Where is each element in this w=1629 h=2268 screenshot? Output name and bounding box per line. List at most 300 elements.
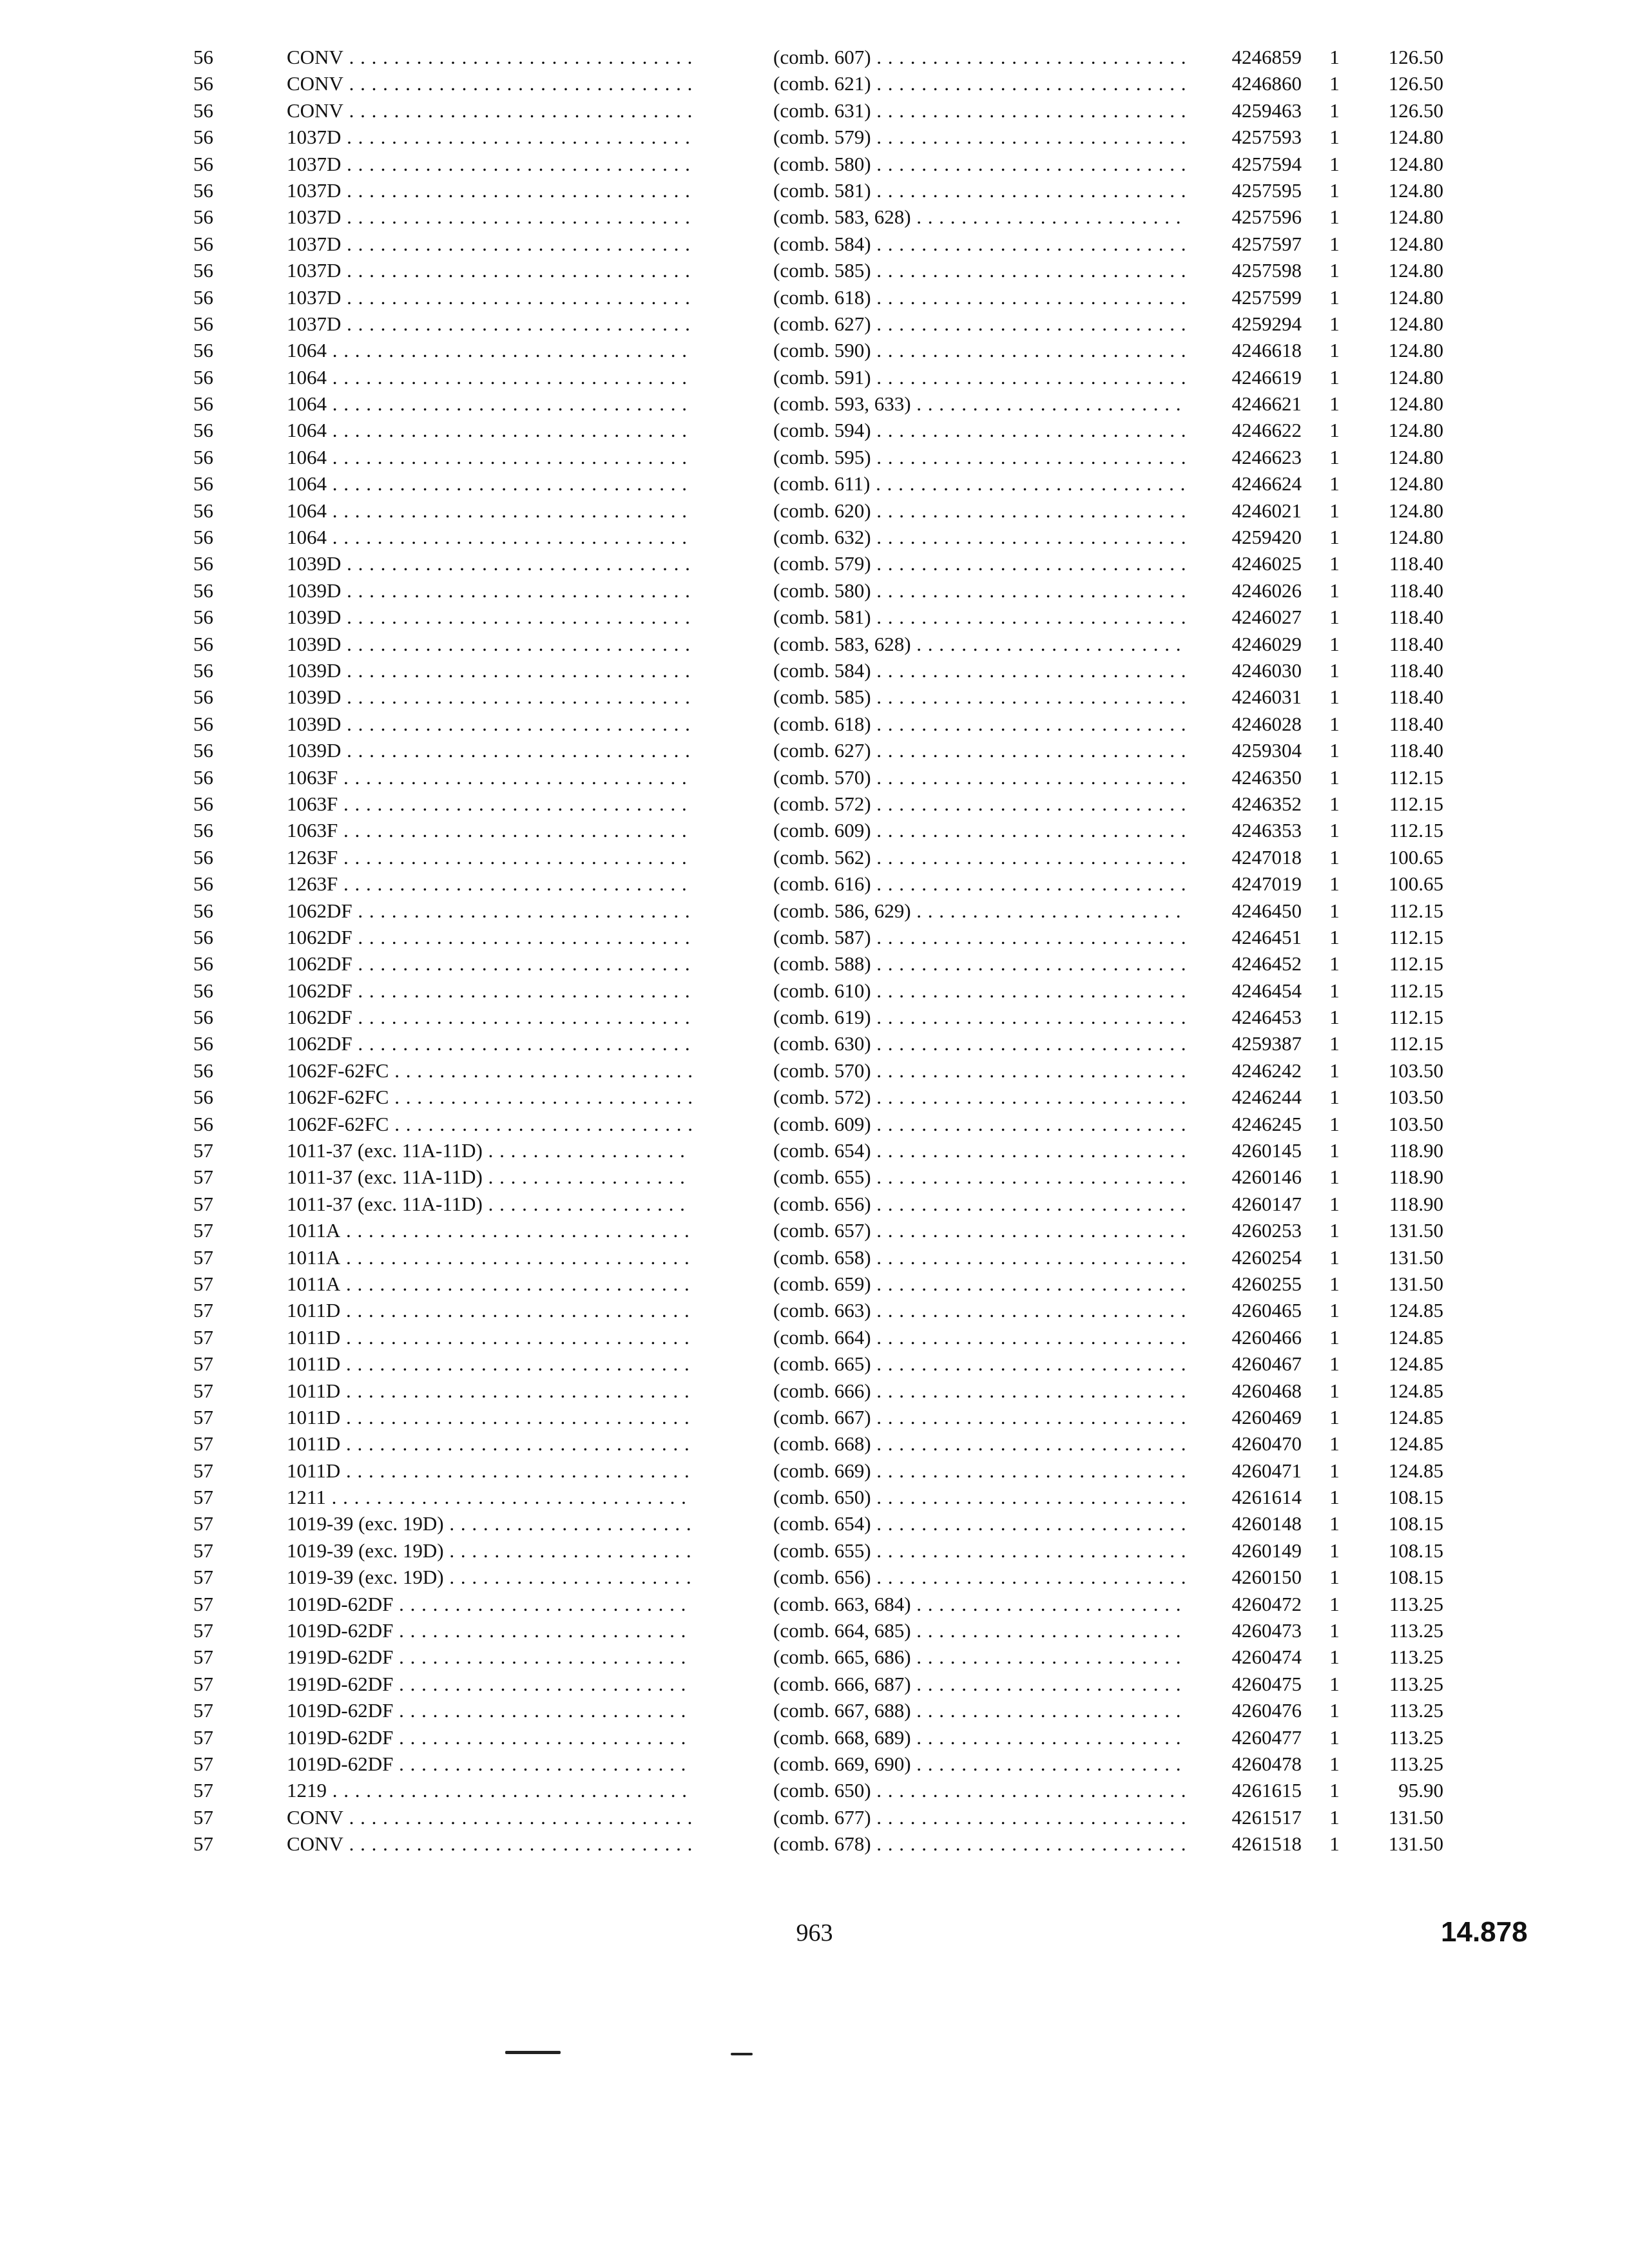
scan-mark [731, 2053, 753, 2055]
body-number: 56 [193, 899, 213, 922]
part-number: 4260146 [1231, 1166, 1302, 1189]
part-number: 4260148 [1231, 1512, 1302, 1535]
table-row [0, 70, 1629, 97]
quantity: 1 [1329, 1219, 1340, 1242]
price: 124.80 [1388, 312, 1443, 335]
combination-ref: (comb. 664, 685) . . . [773, 1617, 1186, 1644]
part-number: 4260253 [1231, 1219, 1302, 1242]
combination-ref: (comb. 618) . . . [773, 711, 1186, 737]
model-name: 1064 . . . [287, 444, 691, 470]
price: 108.15 [1388, 1512, 1443, 1535]
combination-ref: (comb. 657) . . . [773, 1217, 1186, 1244]
part-number: 4257599 [1231, 285, 1302, 309]
combination-ref: (comb. 631) . . . [773, 97, 1186, 124]
quantity: 1 [1329, 1272, 1340, 1295]
price: 124.80 [1388, 472, 1443, 495]
table-row [0, 497, 1629, 524]
quantity: 1 [1329, 499, 1340, 522]
model-name: 1039D . . . [287, 737, 691, 764]
quantity: 1 [1329, 72, 1340, 95]
body-number: 57 [193, 1325, 213, 1349]
combination-ref: (comb. 585) . . . [773, 684, 1186, 710]
quantity: 1 [1329, 259, 1340, 282]
table-row [0, 124, 1629, 150]
body-number: 57 [193, 1779, 213, 1802]
quantity: 1 [1329, 606, 1340, 629]
combination-ref: (comb. 607) . . . [773, 44, 1186, 70]
model-name: 1063F . . . [287, 791, 691, 817]
part-number: 4259294 [1231, 312, 1302, 335]
price: 131.50 [1388, 1272, 1443, 1295]
combination-ref: (comb. 583, 628) . . . [773, 631, 1186, 657]
price: 112.15 [1389, 819, 1443, 842]
body-number: 57 [193, 1805, 213, 1829]
part-number: 4246244 [1231, 1086, 1302, 1109]
price: 108.15 [1388, 1539, 1443, 1562]
price: 124.85 [1388, 1352, 1443, 1376]
quantity: 1 [1329, 765, 1340, 789]
part-number: 4246245 [1231, 1112, 1302, 1135]
combination-ref: (comb. 664) . . . [773, 1324, 1186, 1350]
combination-ref: (comb. 588) . . . [773, 950, 1186, 977]
part-number: 4260465 [1231, 1299, 1302, 1322]
quantity: 1 [1329, 206, 1340, 229]
table-row [0, 577, 1629, 604]
quantity: 1 [1329, 819, 1340, 842]
part-number: 4260469 [1231, 1405, 1302, 1428]
table-row [0, 1777, 1629, 1803]
body-number: 56 [193, 206, 213, 229]
quantity: 1 [1329, 472, 1340, 495]
combination-ref: (comb. 678) . . . [773, 1831, 1186, 1857]
model-name: 1037D . . . [287, 231, 691, 257]
body-number: 56 [193, 606, 213, 629]
combination-ref: (comb. 570) . . . [773, 1057, 1186, 1084]
part-number: 4261615 [1231, 1779, 1302, 1802]
model-name: 1011D . . . [287, 1297, 691, 1323]
model-name: 1011A . . . [287, 1271, 691, 1297]
body-number: 56 [193, 1006, 213, 1029]
part-number: 4260255 [1231, 1272, 1302, 1295]
table-row [0, 1510, 1629, 1537]
table-row [0, 1378, 1629, 1404]
combination-ref: (comb. 583, 628) . . . [773, 204, 1186, 230]
price: 118.40 [1389, 658, 1443, 682]
price: 118.40 [1389, 686, 1443, 709]
quantity: 1 [1329, 872, 1340, 896]
table-row [0, 817, 1629, 843]
body-number: 57 [193, 1379, 213, 1402]
quantity: 1 [1329, 1805, 1340, 1829]
quantity: 1 [1329, 178, 1340, 202]
price: 124.85 [1388, 1432, 1443, 1456]
price: 118.90 [1389, 1192, 1443, 1215]
table-row [0, 177, 1629, 204]
table-row [0, 1564, 1629, 1590]
quantity: 1 [1329, 285, 1340, 309]
part-number: 4257598 [1231, 259, 1302, 282]
table-row [0, 524, 1629, 550]
combination-ref: (comb. 572) . . . [773, 1084, 1186, 1110]
table-row [0, 1030, 1629, 1057]
combination-ref: (comb. 669, 690) . . . [773, 1751, 1186, 1777]
combination-ref: (comb. 654) . . . [773, 1137, 1186, 1164]
combination-ref: (comb. 668, 689) . . . [773, 1724, 1186, 1751]
combination-ref: (comb. 585) . . . [773, 257, 1186, 284]
model-name: 1037D . . . [287, 257, 691, 284]
quantity: 1 [1329, 1512, 1340, 1535]
price: 124.80 [1388, 445, 1443, 468]
body-number: 56 [193, 1086, 213, 1109]
body-number: 56 [193, 712, 213, 735]
table-row [0, 364, 1629, 390]
quantity: 1 [1329, 1646, 1340, 1669]
price: 131.50 [1388, 1805, 1443, 1829]
model-name: 1039D . . . [287, 657, 691, 684]
quantity: 1 [1329, 1006, 1340, 1029]
model-name: 1039D . . . [287, 577, 691, 604]
price: 112.15 [1389, 952, 1443, 975]
price: 113.25 [1389, 1725, 1443, 1749]
quantity: 1 [1329, 1325, 1340, 1349]
combination-ref: (comb. 656) . . . [773, 1191, 1186, 1217]
body-number: 57 [193, 1219, 213, 1242]
price: 100.65 [1388, 845, 1443, 869]
body-number: 56 [193, 126, 213, 149]
quantity: 1 [1329, 979, 1340, 1002]
quantity: 1 [1329, 1139, 1340, 1162]
price: 124.80 [1388, 126, 1443, 149]
table-row [0, 1350, 1629, 1377]
model-name: 1919D-62DF . . . [287, 1644, 691, 1670]
part-number: 4260145 [1231, 1139, 1302, 1162]
price: 113.25 [1389, 1646, 1443, 1669]
model-name: 1039D . . . [287, 550, 691, 577]
body-number: 57 [193, 1459, 213, 1482]
model-name: 1064 . . . [287, 524, 691, 550]
combination-ref: (comb. 667, 688) . . . [773, 1697, 1186, 1724]
table-row [0, 1164, 1629, 1190]
combination-ref: (comb. 655) . . . [773, 1537, 1186, 1564]
quantity: 1 [1329, 1299, 1340, 1322]
table-row [0, 1591, 1629, 1617]
part-number: 4247018 [1231, 845, 1302, 869]
price: 124.80 [1388, 365, 1443, 389]
model-name: CONV . . . [287, 1831, 691, 1857]
quantity: 1 [1329, 312, 1340, 335]
model-name: 1037D . . . [287, 311, 691, 337]
model-name: 1011D . . . [287, 1350, 691, 1377]
price: 118.40 [1389, 632, 1443, 655]
table-row [0, 1324, 1629, 1350]
combination-ref: (comb. 580) . . . [773, 151, 1186, 177]
quantity: 1 [1329, 1486, 1340, 1509]
combination-ref: (comb. 666) . . . [773, 1378, 1186, 1404]
combination-ref: (comb. 632) . . . [773, 524, 1186, 550]
combination-ref: (comb. 656) . . . [773, 1564, 1186, 1590]
table-row [0, 390, 1629, 417]
price: 113.25 [1389, 1672, 1443, 1695]
body-number: 57 [193, 1272, 213, 1295]
price: 118.40 [1389, 606, 1443, 629]
page-number: 963 [796, 1919, 833, 1946]
quantity: 1 [1329, 1032, 1340, 1055]
quantity: 1 [1329, 152, 1340, 175]
price: 131.50 [1388, 1832, 1443, 1856]
quantity: 1 [1329, 1245, 1340, 1269]
body-number: 56 [193, 872, 213, 896]
quantity: 1 [1329, 1459, 1340, 1482]
body-number: 56 [193, 1032, 213, 1055]
combination-ref: (comb. 618) . . . [773, 284, 1186, 311]
quantity: 1 [1329, 526, 1340, 549]
combination-ref: (comb. 630) . . . [773, 1030, 1186, 1057]
part-number: 4257597 [1231, 232, 1302, 255]
price: 112.15 [1389, 925, 1443, 948]
body-number: 57 [193, 1405, 213, 1428]
model-name: 1064 . . . [287, 390, 691, 417]
table-row [0, 1457, 1629, 1484]
price: 112.15 [1389, 792, 1443, 815]
table-row [0, 1137, 1629, 1164]
part-number: 4260476 [1231, 1699, 1302, 1722]
part-number: 4246450 [1231, 899, 1302, 922]
model-name: 1062F-62FC . . . [287, 1111, 691, 1137]
combination-ref: (comb. 619) . . . [773, 1004, 1186, 1030]
part-number: 4260478 [1231, 1753, 1302, 1775]
model-name: 1211 . . . [287, 1484, 691, 1510]
body-number: 56 [193, 925, 213, 948]
part-number: 4259463 [1231, 99, 1302, 122]
part-number: 4246859 [1231, 46, 1302, 68]
quantity: 1 [1329, 1699, 1340, 1722]
body-number: 57 [193, 1352, 213, 1376]
table-row [0, 1404, 1629, 1430]
quantity: 1 [1329, 1352, 1340, 1376]
quantity: 1 [1329, 712, 1340, 735]
price: 124.80 [1388, 526, 1443, 549]
body-number: 56 [193, 445, 213, 468]
price: 124.80 [1388, 499, 1443, 522]
table-row [0, 1644, 1629, 1670]
part-number: 4246619 [1231, 365, 1302, 389]
body-number: 57 [193, 1753, 213, 1775]
table-row [0, 791, 1629, 817]
combination-ref: (comb. 655) . . . [773, 1164, 1186, 1190]
section-number: 14.878 [1441, 1916, 1528, 1948]
body-number: 57 [193, 1725, 213, 1749]
model-name: 1263F . . . [287, 870, 691, 897]
body-number: 57 [193, 1486, 213, 1509]
combination-ref: (comb. 586, 629) . . . [773, 898, 1186, 924]
price: 113.25 [1389, 1619, 1443, 1642]
part-number: 4257596 [1231, 206, 1302, 229]
part-number: 4246030 [1231, 658, 1302, 682]
quantity: 1 [1329, 46, 1340, 68]
part-number: 4260472 [1231, 1592, 1302, 1615]
quantity: 1 [1329, 1086, 1340, 1109]
model-name: 1063F . . . [287, 764, 691, 791]
model-name: 1064 . . . [287, 337, 691, 363]
body-number: 56 [193, 526, 213, 549]
price: 103.50 [1388, 1086, 1443, 1109]
part-number: 4260477 [1231, 1725, 1302, 1749]
price: 112.15 [1389, 765, 1443, 789]
quantity: 1 [1329, 792, 1340, 815]
combination-ref: (comb. 562) . . . [773, 844, 1186, 870]
price: 131.50 [1388, 1245, 1443, 1269]
table-row [0, 1004, 1629, 1030]
body-number: 56 [193, 499, 213, 522]
part-number: 4246021 [1231, 499, 1302, 522]
model-name: 1064 . . . [287, 497, 691, 524]
table-row [0, 1537, 1629, 1564]
table-row [0, 1111, 1629, 1137]
combination-ref: (comb. 650) . . . [773, 1484, 1186, 1510]
combination-ref: (comb. 620) . . . [773, 497, 1186, 524]
combination-ref: (comb. 627) . . . [773, 737, 1186, 764]
price: 126.50 [1388, 46, 1443, 68]
quantity: 1 [1329, 126, 1340, 149]
table-row [0, 417, 1629, 443]
part-number: 4260147 [1231, 1192, 1302, 1215]
body-number: 56 [193, 259, 213, 282]
body-number: 56 [193, 792, 213, 815]
part-number: 4246623 [1231, 445, 1302, 468]
quantity: 1 [1329, 658, 1340, 682]
combination-ref: (comb. 572) . . . [773, 791, 1186, 817]
combination-ref: (comb. 595) . . . [773, 444, 1186, 470]
model-name: 1037D . . . [287, 151, 691, 177]
price: 118.90 [1389, 1166, 1443, 1189]
model-name: 1919D-62DF . . . [287, 1671, 691, 1697]
combination-ref: (comb. 570) . . . [773, 764, 1186, 791]
combination-ref: (comb. 584) . . . [773, 657, 1186, 684]
combination-ref: (comb. 610) . . . [773, 977, 1186, 1004]
table-row [0, 711, 1629, 737]
table-row [0, 1191, 1629, 1217]
table-row [0, 764, 1629, 791]
part-number: 4246027 [1231, 606, 1302, 629]
combination-ref: (comb. 663) . . . [773, 1297, 1186, 1323]
model-name: 1062DF . . . [287, 924, 691, 950]
part-number: 4260470 [1231, 1432, 1302, 1456]
body-number: 56 [193, 845, 213, 869]
table-row [0, 204, 1629, 230]
part-number: 4257594 [1231, 152, 1302, 175]
part-number: 4246622 [1231, 419, 1302, 442]
price: 118.90 [1389, 1139, 1443, 1162]
combination-ref: (comb. 609) . . . [773, 1111, 1186, 1137]
model-name: 1011D . . . [287, 1324, 691, 1350]
body-number: 57 [193, 1619, 213, 1642]
quantity: 1 [1329, 232, 1340, 255]
part-number: 4260466 [1231, 1325, 1302, 1349]
table-row [0, 44, 1629, 70]
quantity: 1 [1329, 1832, 1340, 1856]
part-number: 4260471 [1231, 1459, 1302, 1482]
body-number: 57 [193, 1245, 213, 1269]
body-number: 57 [193, 1512, 213, 1535]
combination-ref: (comb. 658) . . . [773, 1244, 1186, 1271]
scan-mark [505, 2051, 561, 2054]
table-row [0, 550, 1629, 577]
quantity: 1 [1329, 1192, 1340, 1215]
price: 124.80 [1388, 285, 1443, 309]
quantity: 1 [1329, 1592, 1340, 1615]
price: 124.80 [1388, 419, 1443, 442]
model-name: 1039D . . . [287, 711, 691, 737]
quantity: 1 [1329, 1539, 1340, 1562]
quantity: 1 [1329, 925, 1340, 948]
body-number: 57 [193, 1299, 213, 1322]
part-number: 4246860 [1231, 72, 1302, 95]
table-row [0, 898, 1629, 924]
body-number: 56 [193, 979, 213, 1002]
part-number: 4260468 [1231, 1379, 1302, 1402]
quantity: 1 [1329, 1059, 1340, 1082]
part-number: 4261517 [1231, 1805, 1302, 1829]
table-row [0, 1057, 1629, 1084]
model-name: 1019D-62DF . . . [287, 1751, 691, 1777]
body-number: 56 [193, 1059, 213, 1082]
model-name: 1219 . . . [287, 1777, 691, 1803]
combination-ref: (comb. 611) . . . [773, 470, 1186, 497]
table-row [0, 311, 1629, 337]
quantity: 1 [1329, 99, 1340, 122]
table-row [0, 151, 1629, 177]
table-row [0, 1697, 1629, 1724]
part-number: 4246454 [1231, 979, 1302, 1002]
body-number: 56 [193, 1112, 213, 1135]
model-name: 1062DF . . . [287, 1030, 691, 1057]
quantity: 1 [1329, 952, 1340, 975]
model-name: CONV . . . [287, 1804, 691, 1831]
part-number: 4261518 [1231, 1832, 1302, 1856]
combination-ref: (comb. 667) . . . [773, 1404, 1186, 1430]
table-row [0, 284, 1629, 311]
model-name: 1062DF . . . [287, 950, 691, 977]
table-row [0, 631, 1629, 657]
price: 113.25 [1389, 1699, 1443, 1722]
price: 118.40 [1389, 712, 1443, 735]
part-number: 4246353 [1231, 819, 1302, 842]
part-number: 4260467 [1231, 1352, 1302, 1376]
part-number: 4246451 [1231, 925, 1302, 948]
part-number: 4257595 [1231, 178, 1302, 202]
model-name: 1011A . . . [287, 1217, 691, 1244]
quantity: 1 [1329, 445, 1340, 468]
table-row [0, 1244, 1629, 1271]
model-name: 1011D . . . [287, 1457, 691, 1484]
body-number: 56 [193, 339, 213, 362]
combination-ref: (comb. 584) . . . [773, 231, 1186, 257]
part-number: 4246029 [1231, 632, 1302, 655]
combination-ref: (comb. 581) . . . [773, 604, 1186, 630]
combination-ref: (comb. 581) . . . [773, 177, 1186, 204]
part-number: 4260474 [1231, 1646, 1302, 1669]
combination-ref: (comb. 594) . . . [773, 417, 1186, 443]
table-row [0, 1617, 1629, 1644]
part-number: 4246242 [1231, 1059, 1302, 1082]
quantity: 1 [1329, 392, 1340, 416]
price: 131.50 [1388, 1219, 1443, 1242]
model-name: 1037D . . . [287, 284, 691, 311]
body-number: 56 [193, 232, 213, 255]
model-name: 1019-39 (exc. 19D) . . . [287, 1537, 691, 1564]
body-number: 56 [193, 312, 213, 335]
model-name: 1011D . . . [287, 1404, 691, 1430]
